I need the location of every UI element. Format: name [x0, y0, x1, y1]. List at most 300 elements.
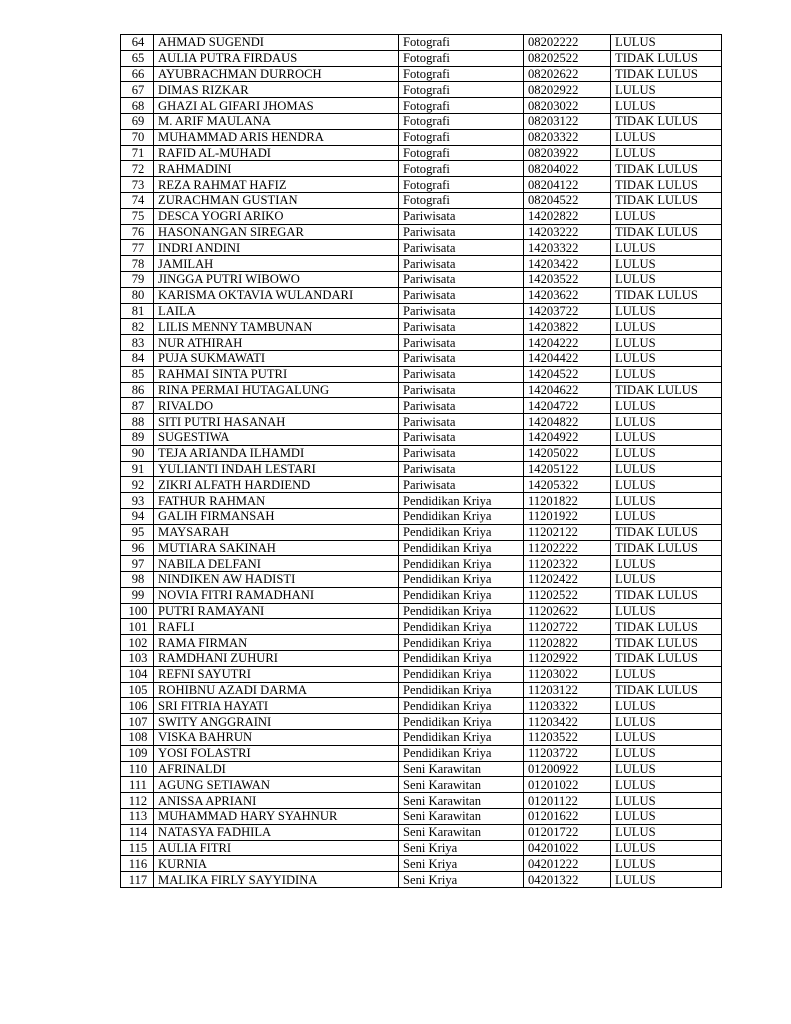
student-name-cell: INDRI ANDINI [154, 240, 399, 256]
table-row [121, 651, 722, 667]
row-number-cell: 75 [121, 208, 154, 224]
study-program-cell: Pendidikan Kriya [399, 730, 524, 746]
study-program-cell: Fotografi [399, 66, 524, 82]
student-name-cell: NABILA DELFANI [154, 556, 399, 572]
student-id-cell: 14204422 [524, 350, 611, 366]
table-row [121, 666, 722, 682]
student-id-cell: 11203122 [524, 682, 611, 698]
student-name-cell: AULIA PUTRA FIRDAUS [154, 50, 399, 66]
student-id-cell: 11202822 [524, 635, 611, 651]
student-id-cell: 08202222 [524, 35, 611, 51]
row-number-cell: 115 [121, 840, 154, 856]
student-id-cell: 11201922 [524, 508, 611, 524]
student-name-cell: RAFID AL-MUHADI [154, 145, 399, 161]
study-program-cell: Pendidikan Kriya [399, 587, 524, 603]
status-cell: LULUS [611, 461, 722, 477]
study-program-cell: Seni Kriya [399, 840, 524, 856]
student-name-cell: AYUBRACHMAN DURROCH [154, 66, 399, 82]
status-cell: TIDAK LULUS [611, 635, 722, 651]
status-cell: TIDAK LULUS [611, 161, 722, 177]
table-row [121, 192, 722, 208]
status-cell: LULUS [611, 240, 722, 256]
row-number-cell: 68 [121, 98, 154, 114]
student-name-cell: RAMDHANI ZUHURI [154, 651, 399, 667]
row-number-cell: 78 [121, 256, 154, 272]
student-name-cell: RAHMADINI [154, 161, 399, 177]
row-number-cell: 79 [121, 271, 154, 287]
student-id-cell: 11202522 [524, 587, 611, 603]
status-cell: TIDAK LULUS [611, 50, 722, 66]
study-program-cell: Seni Kriya [399, 856, 524, 872]
results-table [120, 34, 722, 888]
row-number-cell: 67 [121, 82, 154, 98]
table-row [121, 335, 722, 351]
row-number-cell: 103 [121, 651, 154, 667]
student-id-cell: 04201322 [524, 872, 611, 888]
student-id-cell: 11202922 [524, 651, 611, 667]
row-number-cell: 65 [121, 50, 154, 66]
status-cell: TIDAK LULUS [611, 540, 722, 556]
student-id-cell: 01200922 [524, 761, 611, 777]
status-cell: LULUS [611, 350, 722, 366]
row-number-cell: 69 [121, 113, 154, 129]
student-id-cell: 11202722 [524, 619, 611, 635]
student-id-cell: 08203322 [524, 129, 611, 145]
student-name-cell: NATASYA FADHILA [154, 824, 399, 840]
study-program-cell: Pariwisata [399, 256, 524, 272]
table-row [121, 35, 722, 51]
student-id-cell: 08203922 [524, 145, 611, 161]
study-program-cell: Pendidikan Kriya [399, 524, 524, 540]
student-name-cell: AHMAD SUGENDI [154, 35, 399, 51]
row-number-cell: 102 [121, 635, 154, 651]
table-row [121, 66, 722, 82]
student-name-cell: LILIS MENNY TAMBUNAN [154, 319, 399, 335]
student-id-cell: 04201222 [524, 856, 611, 872]
row-number-cell: 86 [121, 382, 154, 398]
student-id-cell: 14205022 [524, 445, 611, 461]
status-cell: LULUS [611, 445, 722, 461]
study-program-cell: Pendidikan Kriya [399, 666, 524, 682]
study-program-cell: Pendidikan Kriya [399, 508, 524, 524]
row-number-cell: 108 [121, 730, 154, 746]
table-row [121, 461, 722, 477]
row-number-cell: 99 [121, 587, 154, 603]
row-number-cell: 104 [121, 666, 154, 682]
study-program-cell: Seni Karawitan [399, 824, 524, 840]
student-name-cell: YOSI FOLASTRI [154, 745, 399, 761]
status-cell: TIDAK LULUS [611, 587, 722, 603]
status-cell: TIDAK LULUS [611, 224, 722, 240]
status-cell: LULUS [611, 366, 722, 382]
student-name-cell: JAMILAH [154, 256, 399, 272]
student-name-cell: REFNI SAYUTRI [154, 666, 399, 682]
table-row [121, 682, 722, 698]
row-number-cell: 71 [121, 145, 154, 161]
status-cell: TIDAK LULUS [611, 177, 722, 193]
status-cell: LULUS [611, 730, 722, 746]
student-id-cell: 14205322 [524, 477, 611, 493]
status-cell: LULUS [611, 856, 722, 872]
status-cell: LULUS [611, 129, 722, 145]
status-cell: LULUS [611, 572, 722, 588]
student-name-cell: RIVALDO [154, 398, 399, 414]
student-id-cell: 14204622 [524, 382, 611, 398]
student-name-cell: MUTIARA SAKINAH [154, 540, 399, 556]
student-id-cell: 08203022 [524, 98, 611, 114]
study-program-cell: Fotografi [399, 35, 524, 51]
study-program-cell: Pariwisata [399, 445, 524, 461]
table-row [121, 572, 722, 588]
table-row [121, 493, 722, 509]
results-table-body [121, 35, 722, 888]
status-cell: LULUS [611, 477, 722, 493]
status-cell: LULUS [611, 556, 722, 572]
student-name-cell: SUGESTIWA [154, 429, 399, 445]
row-number-cell: 92 [121, 477, 154, 493]
study-program-cell: Pendidikan Kriya [399, 651, 524, 667]
student-name-cell: YULIANTI INDAH LESTARI [154, 461, 399, 477]
table-row [121, 414, 722, 430]
student-name-cell: ANISSA APRIANI [154, 793, 399, 809]
student-name-cell: SITI PUTRI HASANAH [154, 414, 399, 430]
student-id-cell: 11203322 [524, 698, 611, 714]
table-row [121, 224, 722, 240]
student-name-cell: PUJA SUKMAWATI [154, 350, 399, 366]
student-id-cell: 08202522 [524, 50, 611, 66]
table-row [121, 319, 722, 335]
row-number-cell: 90 [121, 445, 154, 461]
table-row [121, 619, 722, 635]
row-number-cell: 77 [121, 240, 154, 256]
study-program-cell: Fotografi [399, 98, 524, 114]
study-program-cell: Pariwisata [399, 366, 524, 382]
table-row [121, 872, 722, 888]
student-id-cell: 14204822 [524, 414, 611, 430]
student-id-cell: 08202922 [524, 82, 611, 98]
row-number-cell: 107 [121, 714, 154, 730]
status-cell: LULUS [611, 508, 722, 524]
study-program-cell: Pendidikan Kriya [399, 619, 524, 635]
student-name-cell: VISKA BAHRUN [154, 730, 399, 746]
status-cell: LULUS [611, 429, 722, 445]
row-number-cell: 82 [121, 319, 154, 335]
status-cell: LULUS [611, 698, 722, 714]
table-row [121, 698, 722, 714]
study-program-cell: Pariwisata [399, 335, 524, 351]
study-program-cell: Pariwisata [399, 319, 524, 335]
student-id-cell: 14203322 [524, 240, 611, 256]
student-name-cell: GHAZI AL GIFARI JHOMAS [154, 98, 399, 114]
study-program-cell: Pariwisata [399, 461, 524, 477]
row-number-cell: 117 [121, 872, 154, 888]
table-row [121, 429, 722, 445]
study-program-cell: Fotografi [399, 161, 524, 177]
student-id-cell: 14204222 [524, 335, 611, 351]
status-cell: LULUS [611, 319, 722, 335]
student-id-cell: 11203522 [524, 730, 611, 746]
student-id-cell: 08204022 [524, 161, 611, 177]
status-cell: LULUS [611, 335, 722, 351]
student-name-cell: GALIH FIRMANSAH [154, 508, 399, 524]
study-program-cell: Pendidikan Kriya [399, 698, 524, 714]
status-cell: TIDAK LULUS [611, 524, 722, 540]
study-program-cell: Seni Karawitan [399, 761, 524, 777]
study-program-cell: Pariwisata [399, 350, 524, 366]
student-name-cell: MUHAMMAD ARIS HENDRA [154, 129, 399, 145]
student-id-cell: 08204122 [524, 177, 611, 193]
row-number-cell: 81 [121, 303, 154, 319]
status-cell: TIDAK LULUS [611, 287, 722, 303]
table-row [121, 745, 722, 761]
student-name-cell: REZA RAHMAT HAFIZ [154, 177, 399, 193]
row-number-cell: 101 [121, 619, 154, 635]
table-row [121, 145, 722, 161]
student-name-cell: M. ARIF MAULANA [154, 113, 399, 129]
study-program-cell: Fotografi [399, 113, 524, 129]
status-cell: LULUS [611, 35, 722, 51]
table-row [121, 524, 722, 540]
row-number-cell: 109 [121, 745, 154, 761]
student-id-cell: 11203722 [524, 745, 611, 761]
study-program-cell: Pariwisata [399, 429, 524, 445]
student-id-cell: 08203122 [524, 113, 611, 129]
table-row [121, 98, 722, 114]
table-row [121, 398, 722, 414]
row-number-cell: 114 [121, 824, 154, 840]
student-name-cell: RAFLI [154, 619, 399, 635]
status-cell: TIDAK LULUS [611, 66, 722, 82]
study-program-cell: Seni Kriya [399, 872, 524, 888]
table-row [121, 587, 722, 603]
table-row [121, 366, 722, 382]
row-number-cell: 91 [121, 461, 154, 477]
row-number-cell: 111 [121, 777, 154, 793]
table-row [121, 129, 722, 145]
study-program-cell: Pariwisata [399, 303, 524, 319]
study-program-cell: Pariwisata [399, 414, 524, 430]
study-program-cell: Pariwisata [399, 208, 524, 224]
table-row [121, 287, 722, 303]
status-cell: LULUS [611, 145, 722, 161]
row-number-cell: 95 [121, 524, 154, 540]
study-program-cell: Pendidikan Kriya [399, 572, 524, 588]
student-id-cell: 14203822 [524, 319, 611, 335]
row-number-cell: 106 [121, 698, 154, 714]
student-name-cell: DIMAS RIZKAR [154, 82, 399, 98]
status-cell: LULUS [611, 414, 722, 430]
study-program-cell: Fotografi [399, 177, 524, 193]
status-cell: LULUS [611, 256, 722, 272]
study-program-cell: Seni Karawitan [399, 777, 524, 793]
study-program-cell: Seni Karawitan [399, 809, 524, 825]
table-row [121, 382, 722, 398]
study-program-cell: Pariwisata [399, 477, 524, 493]
student-name-cell: FATHUR RAHMAN [154, 493, 399, 509]
row-number-cell: 76 [121, 224, 154, 240]
student-name-cell: NINDIKEN AW HADISTI [154, 572, 399, 588]
table-row [121, 82, 722, 98]
row-number-cell: 83 [121, 335, 154, 351]
student-id-cell: 11203022 [524, 666, 611, 682]
status-cell: LULUS [611, 271, 722, 287]
status-cell: LULUS [611, 714, 722, 730]
student-name-cell: NUR ATHIRAH [154, 335, 399, 351]
status-cell: LULUS [611, 840, 722, 856]
table-row [121, 840, 722, 856]
status-cell: LULUS [611, 603, 722, 619]
row-number-cell: 110 [121, 761, 154, 777]
student-id-cell: 14203222 [524, 224, 611, 240]
status-cell: LULUS [611, 809, 722, 825]
table-row [121, 271, 722, 287]
status-cell: TIDAK LULUS [611, 113, 722, 129]
student-id-cell: 04201022 [524, 840, 611, 856]
study-program-cell: Fotografi [399, 129, 524, 145]
student-id-cell: 08202622 [524, 66, 611, 82]
table-row [121, 161, 722, 177]
row-number-cell: 84 [121, 350, 154, 366]
row-number-cell: 72 [121, 161, 154, 177]
student-id-cell: 01201722 [524, 824, 611, 840]
study-program-cell: Pendidikan Kriya [399, 635, 524, 651]
table-row [121, 824, 722, 840]
student-name-cell: ZURACHMAN GUSTIAN [154, 192, 399, 208]
status-cell: TIDAK LULUS [611, 619, 722, 635]
student-name-cell: MALIKA FIRLY SAYYIDINA [154, 872, 399, 888]
table-row [121, 177, 722, 193]
student-name-cell: AGUNG SETIAWAN [154, 777, 399, 793]
status-cell: LULUS [611, 872, 722, 888]
study-program-cell: Fotografi [399, 50, 524, 66]
student-name-cell: ROHIBNU AZADI DARMA [154, 682, 399, 698]
study-program-cell: Fotografi [399, 145, 524, 161]
study-program-cell: Pariwisata [399, 398, 524, 414]
study-program-cell: Pariwisata [399, 224, 524, 240]
row-number-cell: 116 [121, 856, 154, 872]
student-name-cell: ZIKRI ALFATH HARDIEND [154, 477, 399, 493]
row-number-cell: 113 [121, 809, 154, 825]
row-number-cell: 112 [121, 793, 154, 809]
student-name-cell: KARISMA OKTAVIA WULANDARI [154, 287, 399, 303]
student-name-cell: SRI FITRIA HAYATI [154, 698, 399, 714]
status-cell: LULUS [611, 398, 722, 414]
study-program-cell: Pariwisata [399, 287, 524, 303]
table-row [121, 809, 722, 825]
status-cell: LULUS [611, 303, 722, 319]
student-name-cell: KURNIA [154, 856, 399, 872]
student-name-cell: RAMA FIRMAN [154, 635, 399, 651]
student-name-cell: HASONANGAN SIREGAR [154, 224, 399, 240]
student-id-cell: 14205122 [524, 461, 611, 477]
student-name-cell: JINGGA PUTRI WIBOWO [154, 271, 399, 287]
student-name-cell: DESCA YOGRI ARIKO [154, 208, 399, 224]
table-row [121, 761, 722, 777]
student-name-cell: PUTRI RAMAYANI [154, 603, 399, 619]
student-id-cell: 11202422 [524, 572, 611, 588]
status-cell: LULUS [611, 666, 722, 682]
student-name-cell: RAHMAI SINTA PUTRI [154, 366, 399, 382]
student-id-cell: 14204522 [524, 366, 611, 382]
row-number-cell: 74 [121, 192, 154, 208]
study-program-cell: Pendidikan Kriya [399, 556, 524, 572]
study-program-cell: Pariwisata [399, 382, 524, 398]
study-program-cell: Fotografi [399, 192, 524, 208]
table-row [121, 635, 722, 651]
study-program-cell: Pendidikan Kriya [399, 603, 524, 619]
study-program-cell: Pariwisata [399, 240, 524, 256]
status-cell: LULUS [611, 82, 722, 98]
student-id-cell: 14203522 [524, 271, 611, 287]
table-row [121, 445, 722, 461]
status-cell: LULUS [611, 745, 722, 761]
student-id-cell: 11202222 [524, 540, 611, 556]
row-number-cell: 100 [121, 603, 154, 619]
study-program-cell: Fotografi [399, 82, 524, 98]
table-row [121, 540, 722, 556]
status-cell: LULUS [611, 208, 722, 224]
row-number-cell: 89 [121, 429, 154, 445]
student-name-cell: AFRINALDI [154, 761, 399, 777]
table-row [121, 556, 722, 572]
student-name-cell: SWITY ANGGRAINI [154, 714, 399, 730]
student-id-cell: 11202622 [524, 603, 611, 619]
student-id-cell: 14204922 [524, 429, 611, 445]
student-id-cell: 11203422 [524, 714, 611, 730]
row-number-cell: 93 [121, 493, 154, 509]
status-cell: TIDAK LULUS [611, 382, 722, 398]
student-id-cell: 14202822 [524, 208, 611, 224]
table-row [121, 777, 722, 793]
student-name-cell: TEJA ARIANDA ILHAMDI [154, 445, 399, 461]
student-id-cell: 14203622 [524, 287, 611, 303]
table-row [121, 714, 722, 730]
row-number-cell: 73 [121, 177, 154, 193]
table-row [121, 793, 722, 809]
student-name-cell: MAYSARAH [154, 524, 399, 540]
row-number-cell: 64 [121, 35, 154, 51]
table-row [121, 477, 722, 493]
student-id-cell: 01201022 [524, 777, 611, 793]
student-name-cell: LAILA [154, 303, 399, 319]
status-cell: TIDAK LULUS [611, 682, 722, 698]
status-cell: LULUS [611, 824, 722, 840]
student-id-cell: 08204522 [524, 192, 611, 208]
table-row [121, 730, 722, 746]
study-program-cell: Pendidikan Kriya [399, 493, 524, 509]
student-id-cell: 11202122 [524, 524, 611, 540]
table-row [121, 256, 722, 272]
study-program-cell: Pendidikan Kriya [399, 714, 524, 730]
status-cell: LULUS [611, 493, 722, 509]
student-id-cell: 01201122 [524, 793, 611, 809]
status-cell: LULUS [611, 777, 722, 793]
table-row [121, 303, 722, 319]
table-row [121, 50, 722, 66]
study-program-cell: Pendidikan Kriya [399, 745, 524, 761]
student-id-cell: 14203422 [524, 256, 611, 272]
row-number-cell: 98 [121, 572, 154, 588]
row-number-cell: 85 [121, 366, 154, 382]
status-cell: LULUS [611, 761, 722, 777]
study-program-cell: Seni Karawitan [399, 793, 524, 809]
table-row [121, 113, 722, 129]
student-id-cell: 14204722 [524, 398, 611, 414]
student-name-cell: RINA PERMAI HUTAGALUNG [154, 382, 399, 398]
table-row [121, 603, 722, 619]
table-row [121, 208, 722, 224]
table-row [121, 350, 722, 366]
